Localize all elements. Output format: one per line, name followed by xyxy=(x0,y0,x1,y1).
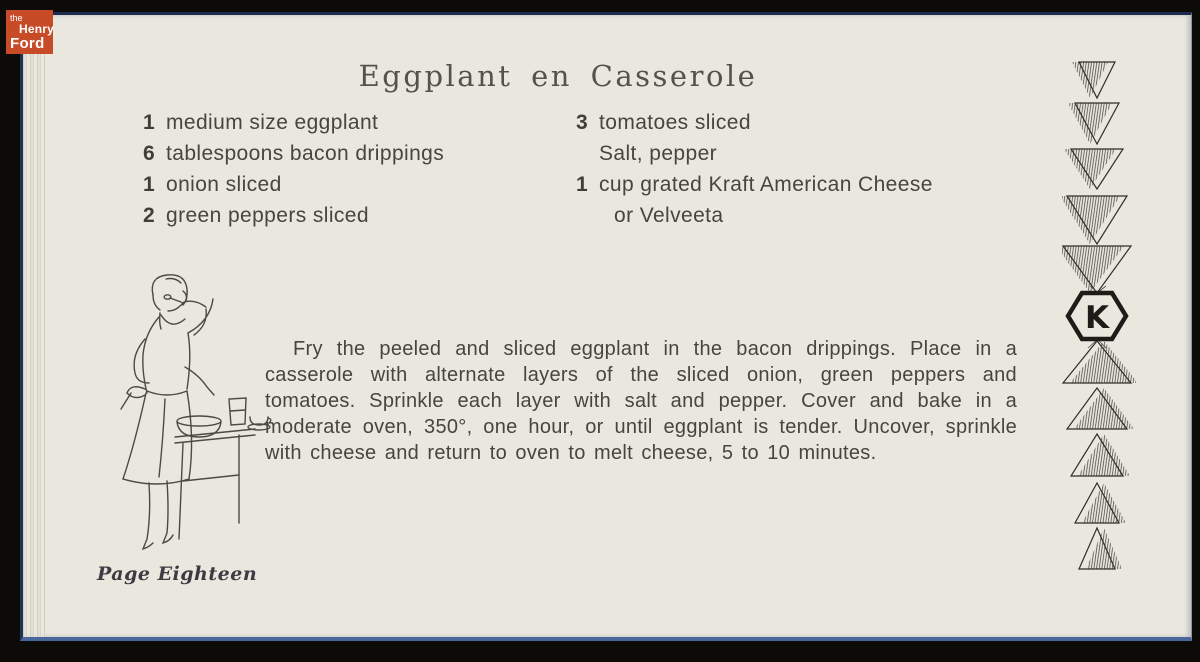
ingredient-line xyxy=(143,204,444,235)
instructions-paragraph: Fry the peeled and sliced eggplant in the bacon drippings. Place in a casserole with alternate layers of the sliced onion, green peppers and tomatoes. Sprinkle each layer with salt and pepper. Cover and bake in a moderate oven, 350°, one hour, or until eggplant is tender. Uncover, sprinkle with cheese and return to oven to melt cheese, 5 to 10 minutes. xyxy=(265,338,1017,464)
page-number-label: Page Eighteen xyxy=(97,563,258,585)
ingredient-text: medium size eggplant xyxy=(166,111,379,134)
woman-cooking-illustration xyxy=(87,271,272,563)
watermark-henry: Henry xyxy=(19,22,55,36)
triangles-above xyxy=(1062,62,1131,293)
henry-ford-watermark xyxy=(6,10,53,54)
watermark-ford: Ford xyxy=(10,35,45,52)
kraft-k-letter: K xyxy=(1084,300,1110,336)
ingredient-line xyxy=(576,173,933,204)
ingredient-qty: 1 xyxy=(143,111,156,134)
recipe-title: Eggplant en Casserole xyxy=(358,59,758,93)
kraft-hexagon-emblem xyxy=(1068,286,1126,348)
deco-triangle-column xyxy=(1062,60,1136,580)
ingredient-text: green peppers sliced xyxy=(166,204,369,227)
ingredient-line xyxy=(576,111,933,142)
booklet-page-edges xyxy=(23,15,45,637)
ingredient-line xyxy=(143,142,444,173)
ingredient-text: tomatoes sliced xyxy=(599,111,751,134)
ingredient-line xyxy=(143,173,444,204)
ingredient-text: onion sliced xyxy=(166,173,282,196)
ingredient-line xyxy=(576,142,933,173)
ingredient-text: tablespoons bacon drippings xyxy=(166,142,445,165)
ingredient-column-left xyxy=(143,111,444,235)
ingredient-qty: 2 xyxy=(143,204,156,227)
triangles-below xyxy=(1063,341,1136,569)
ingredient-qty: 3 xyxy=(576,111,589,134)
ingredient-qty: 6 xyxy=(143,142,156,165)
ingredient-line xyxy=(143,111,444,142)
ingredient-text: Salt, pepper xyxy=(599,142,718,165)
watermark-the: the xyxy=(10,13,23,23)
ingredient-text: or Velveeta xyxy=(614,204,724,227)
ingredient-qty: 1 xyxy=(143,173,156,196)
ingredient-text: cup grated Kraft American Cheese xyxy=(599,173,933,196)
ingredient-column-right xyxy=(576,111,933,235)
ingredient-qty: 1 xyxy=(576,173,589,196)
recipe-card xyxy=(20,12,1192,641)
ingredient-line xyxy=(576,204,933,235)
